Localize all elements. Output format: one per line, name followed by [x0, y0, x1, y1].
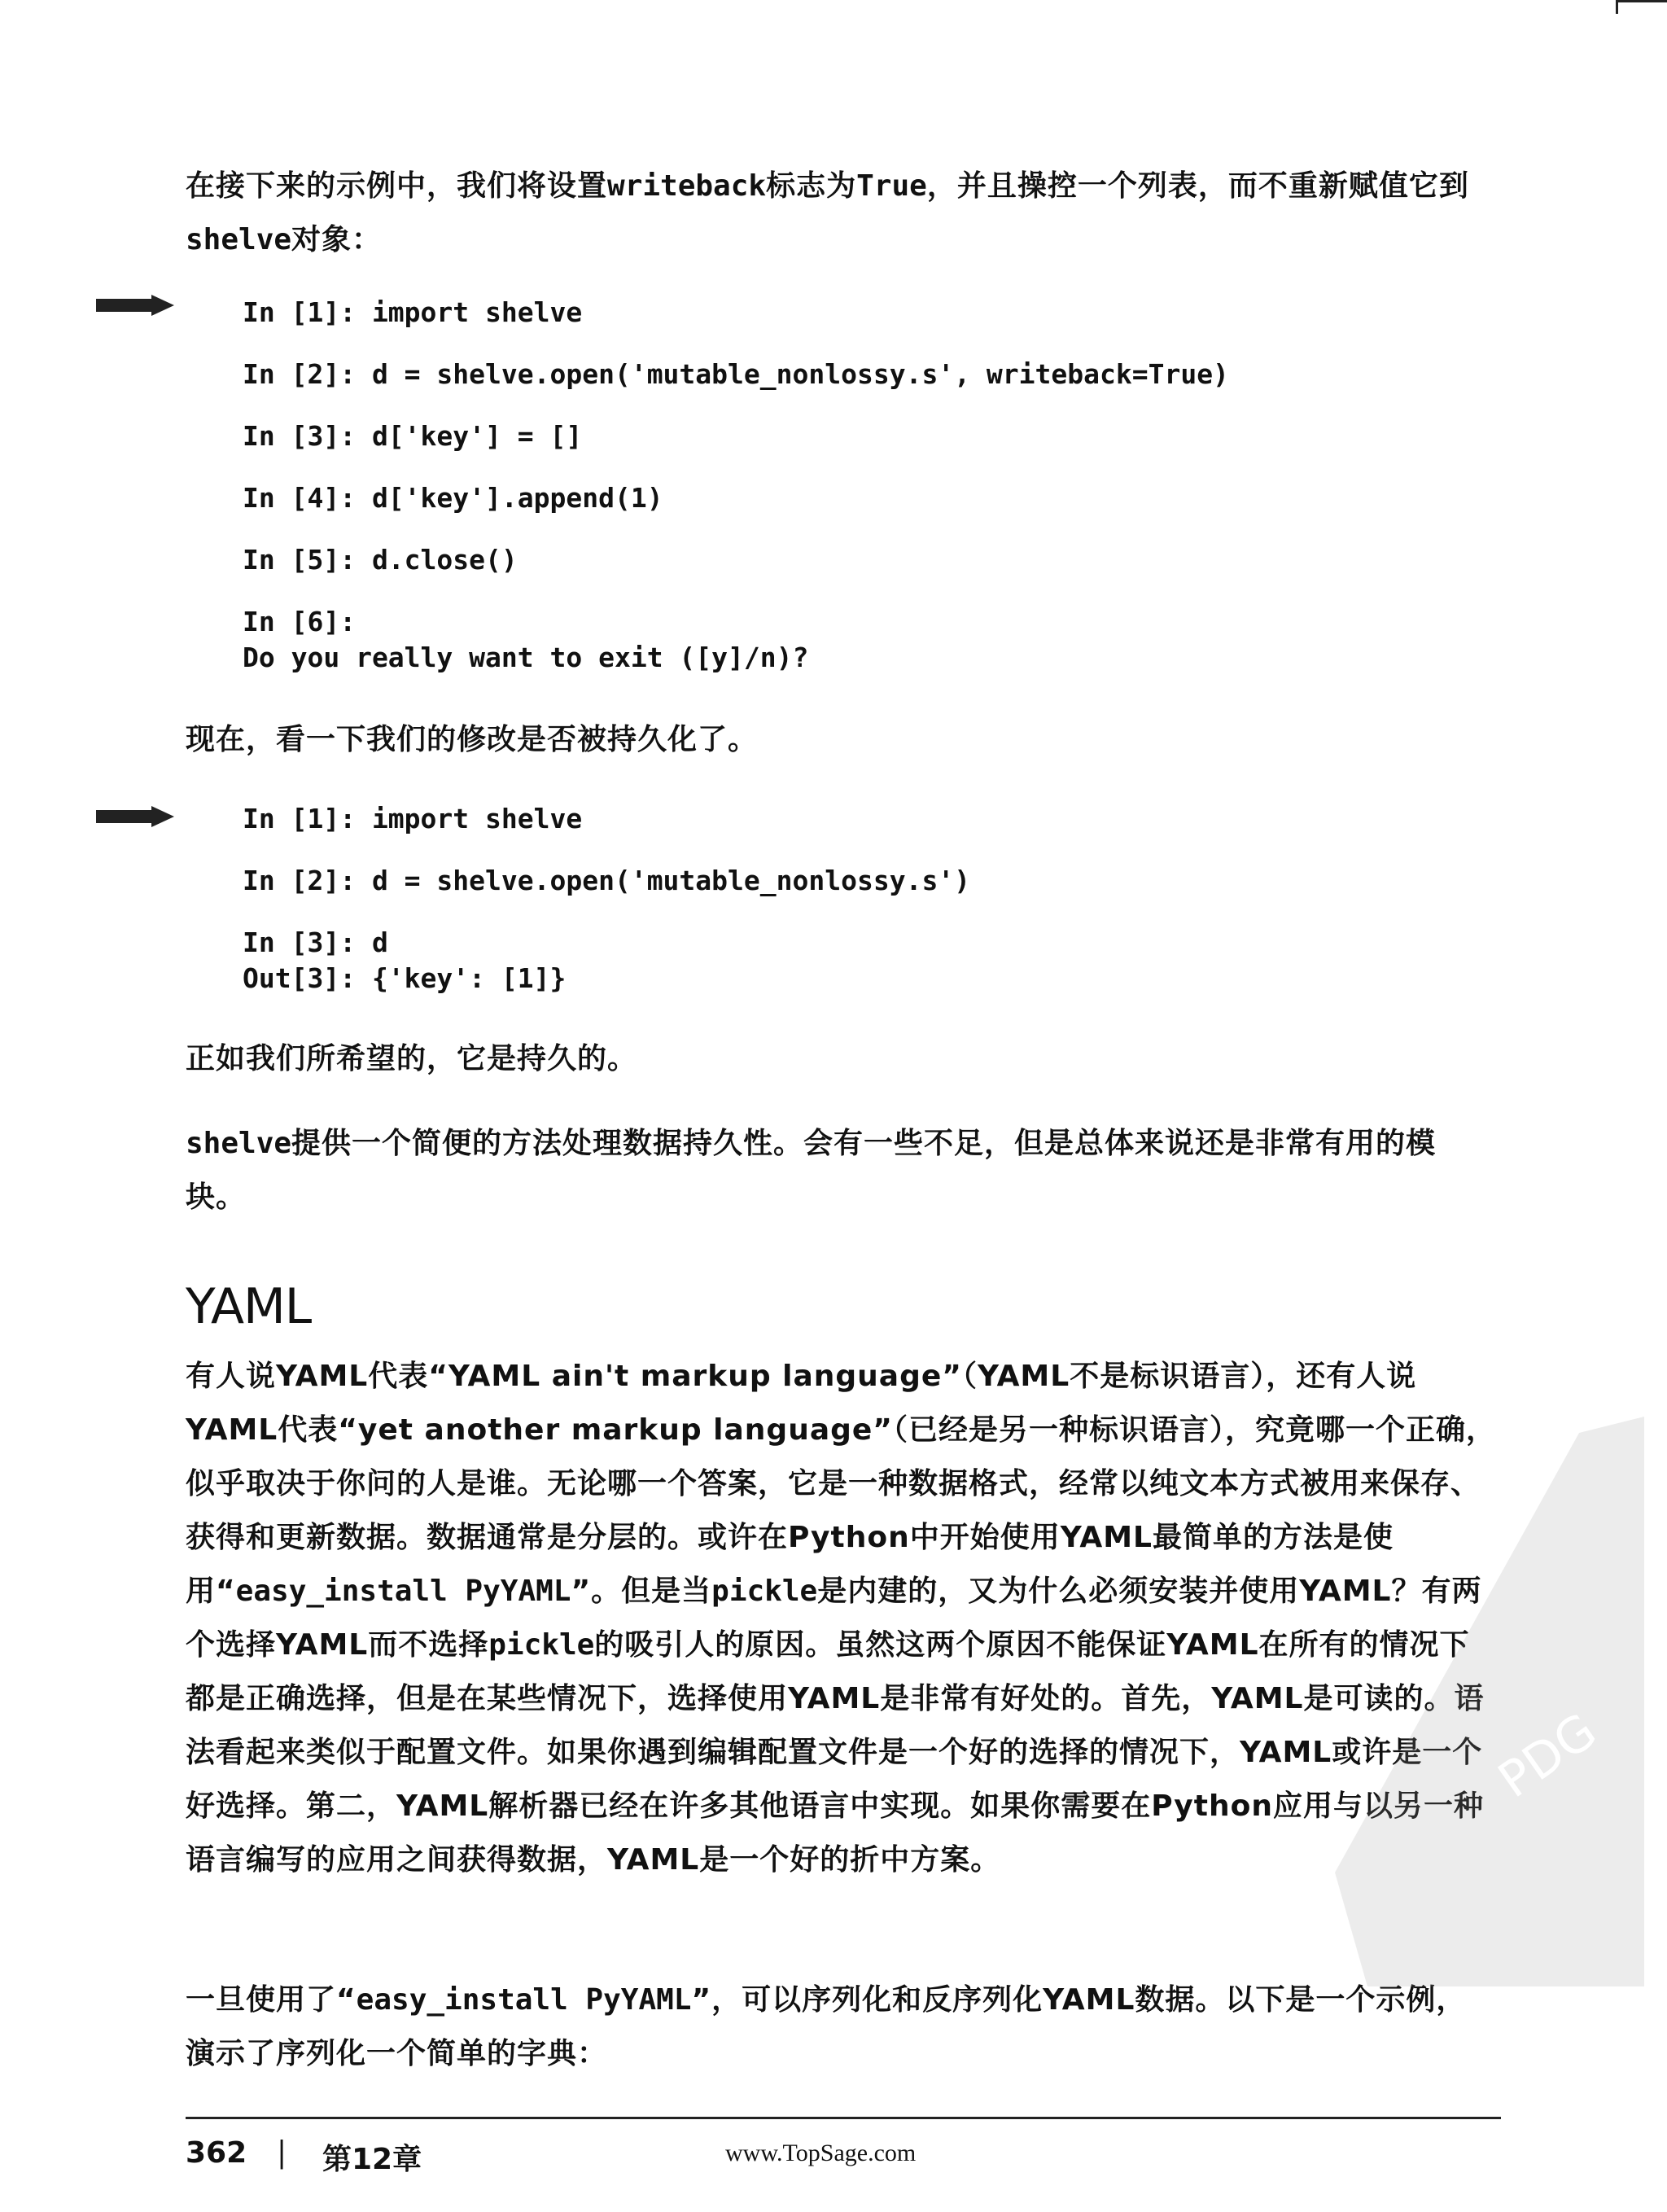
shelve-summary-paragraph: [186, 1117, 1496, 1224]
code-line: In [3]: d['key'] = []: [243, 420, 583, 452]
code-line: Do you really want to exit ([y]/n)?: [243, 642, 809, 673]
footer-rule: [186, 2117, 1501, 2119]
pdg-watermark-icon: [1319, 1417, 1644, 1986]
inline-code-shelve: shelve: [186, 1127, 292, 1160]
intro-paragraph: [186, 160, 1496, 267]
code-marker-arrow-icon: [96, 295, 174, 316]
inline-code-pickle: pickle: [711, 1575, 818, 1608]
install-text-2: ”，可以序列化和反序列化YAML数据。以下是一个示例，演示了序列化一个简单的字典：: [186, 1983, 1467, 2070]
code-line: In [2]: d = shelve.open('mutable_nonlossy.s', writeback=True): [243, 358, 1229, 390]
inline-code-true: True: [856, 169, 927, 203]
code-line: In [5]: d.close(): [243, 544, 518, 576]
footer-website: www.TopSage.com: [725, 2140, 917, 2166]
inline-code-pickle: pickle: [488, 1628, 595, 1662]
intro-text-1: 在接下来的示例中，我们将设置: [186, 169, 608, 203]
yaml-paragraph: [186, 1350, 1496, 1887]
check-paragraph: 现在，看一下我们的修改是否被持久化了。: [186, 723, 759, 756]
code-marker-arrow-icon: [96, 806, 174, 827]
code-block-reopen: [243, 801, 970, 1023]
yaml-text-1: 有人说YAML代表“YAML ain't markup language”（YAML不是标识语言），还有人说YAML代表“yet another markup language”（已经是另一种标识语言），究竟哪一个正确，似乎取决于你问的人是谁。无论哪一个答案，它是一种数据格式，经常以纯文本方式被用来保存、获得和更新数据。数据通常是分层的。或许在Python中开始使用YAML最简单的方法是使用“: [186, 1360, 1496, 1608]
code-line: In [4]: d['key'].append(1): [243, 482, 663, 514]
inline-code-easy-install: easy_install PyYAML: [356, 1983, 692, 2017]
persistent-paragraph: 正如我们所希望的，它是持久的。: [186, 1042, 638, 1075]
inline-code-shelve: shelve: [186, 223, 292, 256]
page-footer: [186, 2136, 1501, 2174]
code-line: Out[3]: {'key': [1]}: [243, 962, 567, 994]
code-block-writeback: [243, 295, 1229, 702]
scan-corner-mark: [1616, 0, 1667, 14]
intro-text-2: 标志为: [766, 169, 857, 203]
chapter-label: 第12章: [322, 2143, 422, 2176]
shelve-summary-text: 提供一个简便的方法处理数据持久性。会有一些不足，但是总体来说还是非常有用的模块。: [186, 1127, 1437, 1214]
yaml-text-4: 的吸引人的原因。虽然这两个原因不能保证YAML在所有的情况下都是正确选择，但是在某些情况下，选择使用YAML是非常有好处的。首先，YAML是可读的。语法看起来类似于配置文件。如果你遇到编辑配置文件是一个好的选择的情况下，YAML或许是一个好选择。第二，YAML解析器已经在许多其他语言中实现。如果你需要在Python应用与以另一种语言编写的应用之间获得数据，YAML是一个好的折中方案。: [186, 1628, 1485, 1877]
install-text-1: 一旦使用了“: [186, 1983, 357, 2017]
section-heading: YAML: [186, 1278, 312, 1335]
intro-text-4: 对象：: [291, 223, 383, 256]
install-paragraph: [186, 1973, 1496, 2081]
code-line: In [3]: d: [243, 926, 388, 958]
code-line: In [1]: import shelve: [243, 296, 583, 328]
code-line: In [6]:: [243, 606, 357, 637]
inline-code-writeback: writeback: [607, 169, 767, 203]
yaml-text-2: ”。但是当: [571, 1575, 712, 1608]
watermark-text: PDG: [1488, 1702, 1608, 1810]
footer-separator: |: [277, 2136, 287, 2170]
code-line: In [1]: import shelve: [243, 803, 583, 834]
intro-text-3: ，并且操控一个列表，而不重新赋值它到: [926, 169, 1469, 203]
code-line: In [2]: d = shelve.open('mutable_nonlossy.s'): [243, 865, 971, 896]
yaml-text-3: 是内建的，又为什么必须安装并使用YAML？有两个选择YAML而不选择: [186, 1575, 1482, 1662]
page-number: 362: [186, 2136, 247, 2170]
inline-code-easy-install: easy_install PyYAML: [235, 1575, 571, 1608]
